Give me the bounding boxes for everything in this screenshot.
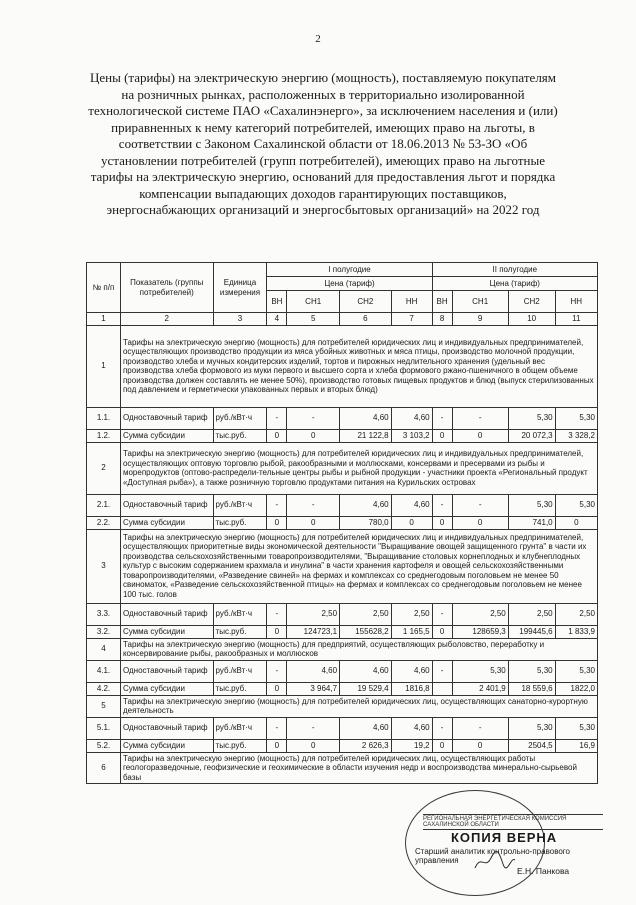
value-cell: 1816,8 <box>391 682 432 695</box>
value-cell: 128659,3 <box>452 625 508 638</box>
row-name: Одноставочный тариф <box>120 717 213 739</box>
row-name: Сумма субсидии <box>120 516 213 529</box>
header-level: НН <box>555 291 597 313</box>
value-cell: 124723,1 <box>287 625 340 638</box>
row-unit: руб./кВт·ч <box>213 603 267 625</box>
table-body <box>87 325 598 784</box>
table-row <box>87 682 598 695</box>
row-unit: тыс.руб. <box>213 739 267 752</box>
row-name: Одноставочный тариф <box>120 603 213 625</box>
stamp-copy-verified: КОПИЯ ВЕРНА <box>451 830 558 845</box>
value-cell: 2,50 <box>452 603 508 625</box>
table-row <box>87 625 598 638</box>
header-level: СН1 <box>287 291 340 313</box>
column-number: 5 <box>287 313 340 326</box>
value-cell: 0 <box>432 739 452 752</box>
value-cell: 0 <box>452 739 508 752</box>
column-number: 11 <box>555 313 597 326</box>
value-cell: 0 <box>267 739 287 752</box>
group-row <box>87 638 598 660</box>
value-cell: 2,50 <box>287 603 340 625</box>
row-unit: руб./кВт·ч <box>213 407 267 429</box>
column-number: 6 <box>340 313 392 326</box>
column-number: 7 <box>391 313 432 326</box>
row-unit: руб./кВт·ч <box>213 717 267 739</box>
row-unit: тыс.руб. <box>213 429 267 442</box>
row-name: Сумма субсидии <box>120 429 213 442</box>
group-description: Тарифы на электрическую энергию (мощность) для потребителей юридических лиц и индивидуальных предпринимателей, осуществляющих приоритетные виды экономической деятельности "Выращивание овощей защищенного грунта" в части их производства сельскохозяйственными товаропроизводителями, "Выращивание столовых корнеплодных и клубнеплодных культур с высоким содержанием крахмала и инулина" в части хранения картофеля и овощей сельскохозяйственными товаропроизводителями, «Разведение свиней» на фермах и комплексах со среднегодовым поголовьем не менее 50 свиноматок, «Разведение сельскохозяйственной птицы» на фермах и комплексах со среднегодовым поголовьем не менее 100 тыс. голов <box>120 529 597 603</box>
value-cell: 1822,0 <box>555 682 597 695</box>
value-cell: 5,30 <box>508 660 555 682</box>
value-cell: - <box>432 660 452 682</box>
group-number: 5 <box>87 695 121 717</box>
value-cell: 3 103,2 <box>391 429 432 442</box>
value-cell: - <box>267 603 287 625</box>
value-cell: 199445,6 <box>508 625 555 638</box>
group-number: 3 <box>87 529 121 603</box>
value-cell: 741,0 <box>508 516 555 529</box>
row-unit: руб./кВт·ч <box>213 494 267 516</box>
value-cell: - <box>452 494 508 516</box>
table-row <box>87 603 598 625</box>
header-half-2: II полугодие <box>432 263 597 277</box>
tariff-table <box>86 262 598 784</box>
value-cell: 0 <box>452 429 508 442</box>
value-cell: 0 <box>555 516 597 529</box>
table-row <box>87 717 598 739</box>
value-cell: 0 <box>452 516 508 529</box>
value-cell: 155628,2 <box>340 625 392 638</box>
value-cell: - <box>267 494 287 516</box>
value-cell: 0 <box>391 516 432 529</box>
row-name: Одноставочный тариф <box>120 660 213 682</box>
header-unit: Единица измерения <box>213 263 267 313</box>
header-level: ВН <box>432 291 452 313</box>
value-cell: 4,60 <box>340 660 392 682</box>
group-row <box>87 442 598 494</box>
column-number: 10 <box>508 313 555 326</box>
row-name: Одноставочный тариф <box>120 407 213 429</box>
group-description: Тарифы на электрическую энергию (мощность) для предприятий, осуществляющих рыболовство, переработку и консервирование рыбы, ракообразных и моллюсков <box>120 638 597 660</box>
value-cell: 5,30 <box>508 717 555 739</box>
group-row <box>87 752 598 784</box>
table-header <box>87 263 598 326</box>
header-price-1: Цена (тариф) <box>267 277 432 291</box>
group-description: Тарифы на электрическую энергию (мощность) для потребителей юридических лиц и индивидуальных предпринимателей, осуществляющих производство продукции из мяса убойных животных и мяса птицы, производство молочной продукции, производство хлеба и мучных кондитерских изделий, тортов и пирожных недлительного хранения (удельный вес производства хлеба формового из муки первого и высшего сорта и хлеба формового ржано-пшеничного в общем объеме производства должен составлять не менее 50%), производство готовых пищевых продуктов и блюд (выпуск стерилизованных под давлением и герметически упакованных первых и вторых блюд) <box>120 325 597 407</box>
value-cell: 5,30 <box>555 660 597 682</box>
document-title: Цены (тарифы) на электрическую энергию (мощность), поставляемую покупателям на розничных рынках, расположенных в территориально изолированной технологической системе ПАО «Сахалинэнерго», за исключением населения и (или) приравненных к нему категорий потребителей, имеющих право на льготы, в соответствии с Законом Сахалинской области от 18.06.2013 № 53-ЗО «Об установлении потребителей (групп потребителей), имеющих право на льготные тарифы на электрическую энергию, оснований для предоставления льгот и порядка компенсации выпадающих доходов гарантирующих поставщиков, энергоснабжающих организаций и энергосбытовых организаций» на 2022 год <box>88 70 558 217</box>
value-cell: - <box>287 717 340 739</box>
value-cell: 0 <box>287 739 340 752</box>
column-number: 3 <box>213 313 267 326</box>
value-cell: 1 165,5 <box>391 625 432 638</box>
row-unit: тыс.руб. <box>213 516 267 529</box>
table-row <box>87 429 598 442</box>
column-number: 9 <box>452 313 508 326</box>
row-number: 2.2. <box>87 516 121 529</box>
table-row <box>87 407 598 429</box>
header-indicator: Показатель (группы потребителей) <box>120 263 213 313</box>
row-number: 5.1. <box>87 717 121 739</box>
group-number: 4 <box>87 638 121 660</box>
row-number: 2.1. <box>87 494 121 516</box>
group-description: Тарифы на электрическую энергию (мощность) для потребителей юридических лиц и индивидуальных предпринимателей, осуществляющих оптовую торговлю рыбой, ракообразными и моллюсками, консервами и пресервами из рыбы и морепродуктов (оптово-распредели-тельные центры рыбы и рыбной продукции - участники проекта «Региональный продукт «Доступная рыба»), а также розничную торговлю продуктами питания на Курильских островах <box>120 442 597 494</box>
value-cell: 4,60 <box>340 494 392 516</box>
row-number: 3.3. <box>87 603 121 625</box>
value-cell: 4,60 <box>391 660 432 682</box>
column-number-row <box>87 313 598 326</box>
row-unit: руб./кВт·ч <box>213 660 267 682</box>
value-cell: 0 <box>432 516 452 529</box>
header-level: СН2 <box>340 291 392 313</box>
value-cell: 5,30 <box>555 494 597 516</box>
value-cell: - <box>452 717 508 739</box>
value-cell: 0 <box>267 625 287 638</box>
group-description: Тарифы на электрическую энергию (мощность) для потребителей юридических лиц, осуществляющих работы геологоразведочные, геофизические и геохимические в области изучения недр и воспроизводства минерально-сырьевой базы <box>120 752 597 784</box>
value-cell: 2 401,9 <box>452 682 508 695</box>
value-cell: 19,2 <box>391 739 432 752</box>
group-row <box>87 529 598 603</box>
value-cell: 5,30 <box>508 494 555 516</box>
certification-stamp <box>405 790 601 896</box>
value-cell: - <box>267 717 287 739</box>
stamp-organization: РЕГИОНАЛЬНАЯ ЭНЕРГЕТИЧЕСКАЯ КОМИССИЯ САХАЛИНСКОЙ ОБЛАСТИ <box>423 814 603 830</box>
value-cell: 3 964,7 <box>287 682 340 695</box>
row-number: 1.1. <box>87 407 121 429</box>
value-cell: 5,30 <box>555 717 597 739</box>
value-cell: 2,50 <box>555 603 597 625</box>
row-number: 4.1. <box>87 660 121 682</box>
value-cell: - <box>432 494 452 516</box>
table-row <box>87 494 598 516</box>
value-cell: 5,30 <box>555 407 597 429</box>
value-cell: 0 <box>287 516 340 529</box>
row-number: 4.2. <box>87 682 121 695</box>
value-cell: 20 072,3 <box>508 429 555 442</box>
column-number: 4 <box>267 313 287 326</box>
value-cell: 4,60 <box>391 717 432 739</box>
value-cell: 4,60 <box>340 717 392 739</box>
value-cell: 2,50 <box>340 603 392 625</box>
value-cell: - <box>432 407 452 429</box>
value-cell: 18 559,6 <box>508 682 555 695</box>
group-row <box>87 695 598 717</box>
value-cell: 0 <box>267 516 287 529</box>
value-cell: - <box>267 660 287 682</box>
row-name: Сумма субсидии <box>120 682 213 695</box>
value-cell: 0 <box>267 682 287 695</box>
value-cell <box>432 682 452 695</box>
stamp-position: Старший аналитик контрольно-правового управления <box>415 847 570 865</box>
header-level: СН2 <box>508 291 555 313</box>
row-unit: тыс.руб. <box>213 625 267 638</box>
header-price-2: Цена (тариф) <box>432 277 597 291</box>
group-row <box>87 325 598 407</box>
value-cell: 4,60 <box>391 407 432 429</box>
header-level: НН <box>391 291 432 313</box>
row-name: Одноставочный тариф <box>120 494 213 516</box>
group-number: 6 <box>87 752 121 784</box>
value-cell: - <box>267 407 287 429</box>
page-number: 2 <box>315 33 321 45</box>
value-cell: 0 <box>432 625 452 638</box>
header-num: № п/п <box>87 263 121 313</box>
table-row <box>87 660 598 682</box>
value-cell: 2504,5 <box>508 739 555 752</box>
value-cell: 0 <box>432 429 452 442</box>
value-cell: - <box>287 494 340 516</box>
value-cell: - <box>287 407 340 429</box>
column-number: 1 <box>87 313 121 326</box>
header-level: ВН <box>267 291 287 313</box>
value-cell: 1 833,9 <box>555 625 597 638</box>
value-cell: 5,30 <box>508 407 555 429</box>
value-cell: - <box>452 407 508 429</box>
row-name: Сумма субсидии <box>120 625 213 638</box>
table-row <box>87 516 598 529</box>
header-level: СН1 <box>452 291 508 313</box>
value-cell: - <box>432 717 452 739</box>
value-cell: 0 <box>287 429 340 442</box>
value-cell: 3 328,2 <box>555 429 597 442</box>
row-number: 3.2. <box>87 625 121 638</box>
table-row <box>87 739 598 752</box>
value-cell: 19 529,4 <box>340 682 392 695</box>
value-cell: 4,60 <box>340 407 392 429</box>
value-cell: 2,50 <box>508 603 555 625</box>
row-number: 5.2. <box>87 739 121 752</box>
value-cell: 5,30 <box>452 660 508 682</box>
column-number: 2 <box>120 313 213 326</box>
value-cell: 2,50 <box>391 603 432 625</box>
group-number: 1 <box>87 325 121 407</box>
value-cell: 4,60 <box>391 494 432 516</box>
value-cell: 4,60 <box>287 660 340 682</box>
value-cell: - <box>432 603 452 625</box>
group-number: 2 <box>87 442 121 494</box>
stamp-signatory-name: Е.Н. Панкова <box>517 866 570 876</box>
row-number: 1.2. <box>87 429 121 442</box>
group-description: Тарифы на электрическую энергию (мощность) для потребителей юридических лиц, осуществляющих санаторно-курортную деятельность <box>120 695 597 717</box>
column-number: 8 <box>432 313 452 326</box>
row-unit: тыс.руб. <box>213 682 267 695</box>
header-half-1: I полугодие <box>267 263 432 277</box>
value-cell: 780,0 <box>340 516 392 529</box>
value-cell: 0 <box>267 429 287 442</box>
value-cell: 2 626,3 <box>340 739 392 752</box>
value-cell: 16,9 <box>555 739 597 752</box>
row-name: Сумма субсидии <box>120 739 213 752</box>
signature <box>473 850 517 872</box>
value-cell: 21 122,8 <box>340 429 392 442</box>
